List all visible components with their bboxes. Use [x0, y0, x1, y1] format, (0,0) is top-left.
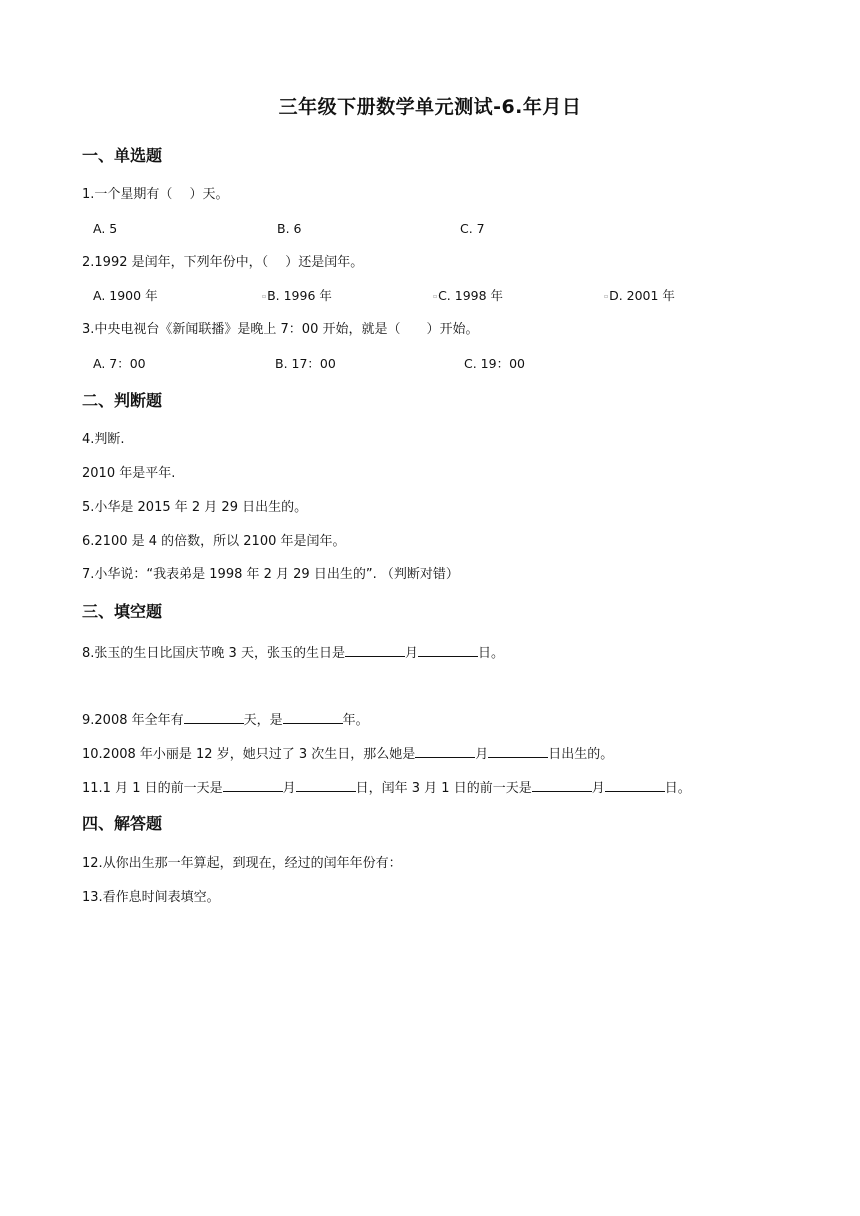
question-8: [82, 643, 504, 663]
question-7-stem: 7.小华说：“我表弟是 1998 年 2 月 29 日出生的”. （判断对错）: [82, 567, 459, 582]
question-1-option-a[interactable]: A. 5: [93, 221, 118, 236]
question-11-text-1: 11.1 月 1 日的前一天是: [82, 781, 223, 796]
question-3-stem: 3.中央电视台《新闻联播》是晚上 7：00 开始，就是（ ）开始。: [82, 322, 479, 337]
question-3-option-b[interactable]: B. 17：00: [275, 356, 336, 371]
question-10-text-3: 日出生的。: [548, 747, 614, 762]
option-marker-icon: ▫: [262, 292, 267, 300]
question-9-text-2: 天，是: [243, 713, 283, 728]
question-10-text-2: 月: [475, 747, 489, 762]
question-13-stem: 13.看作息时间表填空。: [82, 890, 220, 905]
section-heading-true-false: 二、判断题: [82, 391, 163, 410]
answer-blank[interactable]: [605, 778, 665, 792]
question-11-text-2: 月: [282, 781, 296, 796]
answer-blank[interactable]: [345, 643, 405, 657]
question-1-stem: 1.一个星期有（ ）天。: [82, 187, 229, 202]
answer-blank[interactable]: [283, 710, 343, 724]
answer-blank[interactable]: [418, 643, 478, 657]
question-1-option-b[interactable]: B. 6: [277, 221, 302, 236]
question-2-option-c[interactable]: [433, 287, 503, 306]
section-heading-answer: 四、解答题: [82, 814, 163, 833]
question-10-text-1: 10.2008 年小丽是 12 岁，她只过了 3 次生日，那么她是: [82, 747, 416, 762]
question-6-stem: 6.2100 是 4 的倍数，所以 2100 年是闰年。: [82, 534, 346, 549]
question-8-text-3: 日。: [477, 646, 504, 661]
question-11-text-4: 月: [591, 781, 605, 796]
answer-blank[interactable]: [184, 710, 244, 724]
question-4-stem: 4.判断.: [82, 432, 125, 447]
section-heading-fill-blank: 三、填空题: [82, 602, 163, 621]
question-3-option-a[interactable]: A. 7：00: [93, 356, 146, 371]
question-2-option-a[interactable]: A. 1900 年: [93, 288, 158, 303]
question-2-option-c-label: C. 1998 年: [438, 288, 504, 303]
question-12-stem: 12.从你出生那一年算起，到现在，经过的闰年年份有：: [82, 856, 402, 871]
question-9: [82, 710, 369, 730]
question-2-option-d-label: D. 2001 年: [609, 288, 675, 303]
answer-blank[interactable]: [415, 744, 475, 758]
question-2-stem: 2.1992 是闰年，下列年份中，（ ）还是闰年。: [82, 255, 364, 270]
question-8-text-2: 月: [404, 646, 418, 661]
page-title: 三年级下册数学单元测试-6.年月日: [278, 96, 582, 118]
question-5-stem: 5.小华是 2015 年 2 月 29 日出生的。: [82, 500, 308, 515]
question-9-text-3: 年。: [342, 713, 369, 728]
question-11-text-3: 日，闰年 3 月 1 日的前一天是: [355, 781, 532, 796]
option-marker-icon: ▫: [433, 292, 438, 300]
answer-blank[interactable]: [532, 778, 592, 792]
question-10: [82, 744, 613, 764]
question-8-text-1: 8.张玉的生日比国庆节晚 3 天，张玉的生日是: [82, 646, 345, 661]
section-heading-single-choice: 一、单选题: [82, 146, 163, 165]
answer-blank[interactable]: [488, 744, 548, 758]
answer-blank[interactable]: [223, 778, 283, 792]
question-3-option-c[interactable]: C. 19：00: [464, 356, 525, 371]
question-2-option-d[interactable]: [604, 287, 675, 306]
question-2-option-b[interactable]: [262, 287, 332, 306]
question-1-option-c[interactable]: C. 7: [460, 221, 485, 236]
question-11: [82, 778, 691, 798]
question-2-option-b-label: B. 1996 年: [267, 288, 332, 303]
question-9-text-1: 9.2008 年全年有: [82, 713, 184, 728]
question-4-statement: 2010 年是平年.: [82, 466, 176, 481]
answer-blank[interactable]: [296, 778, 356, 792]
option-marker-icon: ▫: [604, 292, 609, 300]
question-11-text-5: 日。: [664, 781, 691, 796]
